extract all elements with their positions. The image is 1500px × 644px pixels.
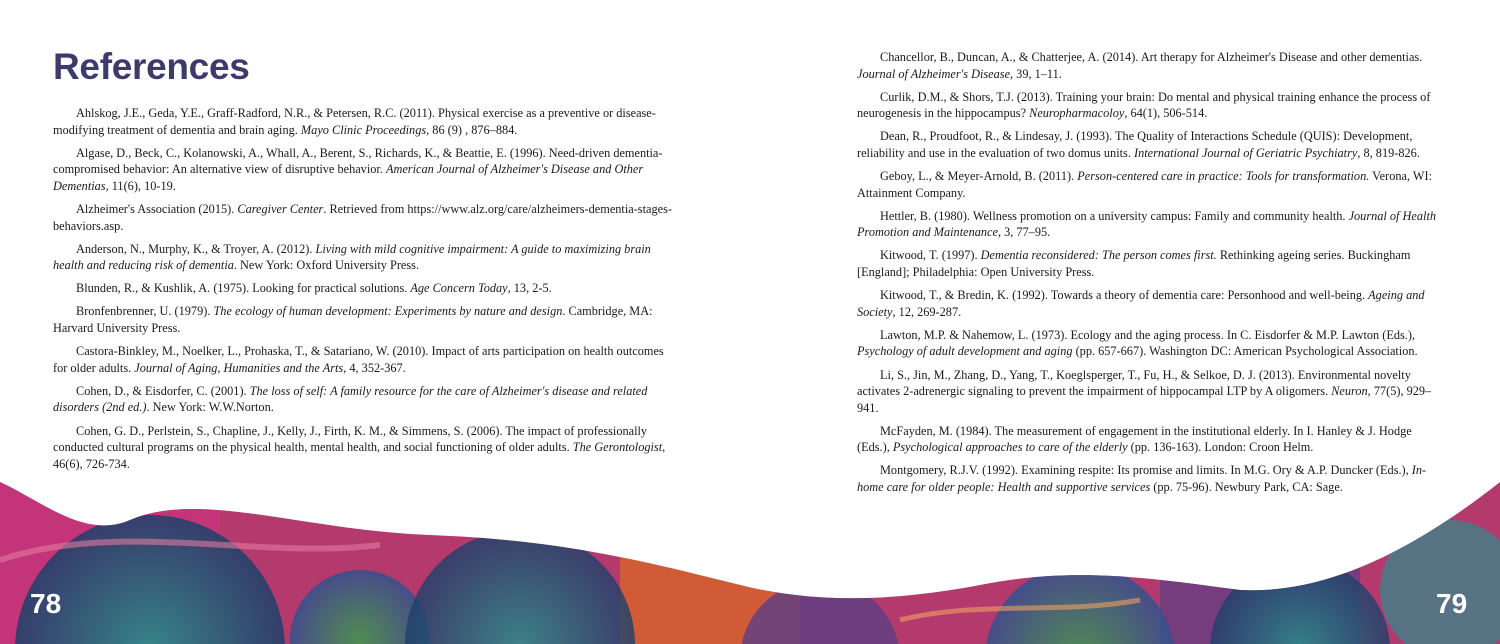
reference-italic-segment: Mayo Clinic Proceedings (300, 122, 427, 137)
reference-text-segment: Kitwood, T., & Bredin, K. (1992). Towards a theory of dementia care: Personhood and well-being. (880, 288, 1369, 303)
reference-entry (53, 383, 673, 416)
reference-text-segment: Lawton, M.P. & Nahemow, L. (1973). Ecology and the aging process. In C. Eisdorfer & M.P. Lawton (Eds.), (880, 327, 1416, 342)
reference-italic-segment: Living with mild cognitive impairment: A guide to maximizing brain health and reducing risk of dementia (53, 241, 651, 273)
reference-text-segment: Curlik, D.M., & Shors, T.J. (2013). Training your brain: Do mental and physical training enhance the process of neurogenesis in the hippocampus? (857, 89, 1431, 121)
reference-italic-segment: Neuropharmacoloy (1029, 106, 1125, 121)
reference-italic-segment: Person-centered care in practice: Tools for transformation. (1077, 169, 1370, 184)
reference-entry (53, 201, 673, 234)
reference-entry (53, 145, 673, 195)
reference-text-segment: Cohen, G. D., Perlstein, S., Chapline, J., Kelly, J., Firth, K. M., & Simmens, S. (2006). The impact of professionally conducted cultural programs on the physical health, mental health, and social functioning of older adults. (53, 423, 648, 455)
reference-italic-segment: American Journal of Alzheimer's Disease and Other Dementias (53, 162, 644, 193)
reference-text-segment: Dean, R., Proudfoot, R., & Lindesay, J. (1993). The Quality of Interactions Schedule (QUIS): Development, reliability and use in the evaluation of two domus units. (857, 129, 1413, 160)
reference-text-segment: Montgomery, R.J.V. (1992). Examining respite: Its promise and limits. In M.G. Ory & A.P. Duncker (Eds.), (880, 463, 1412, 478)
reference-text-segment: , 8, 819-826. (1357, 145, 1420, 160)
reference-text-segment: , 39, 1–11. (1010, 66, 1062, 81)
reference-entry (857, 462, 1447, 495)
reference-text-segment: , 64(1), 506-514. (1124, 106, 1208, 121)
reference-entry (53, 105, 673, 138)
reference-entry (857, 327, 1447, 360)
reference-text-segment: McFayden, M. (1984). The measurement of engagement in the institutional elderly. In I. Hanley & J. Hodge (Eds.), (857, 423, 1412, 455)
reference-entry (53, 241, 673, 274)
reference-text-segment: (pp. 75-96). Newbury Park, CA: Sage. (1150, 480, 1343, 495)
reference-text-segment: Ahlskog, J.E., Geda, Y.E., Graff-Radford, N.R., & Petersen, R.C. (2011). Physical exercise as a preventive or disease-modifying treatment of dementia and brain aging. (53, 106, 656, 137)
reference-italic-segment: The Gerontologist (572, 440, 663, 455)
reference-italic-segment: Psychology of adult development and aging (857, 344, 1073, 359)
reference-text-segment: Li, S., Jin, M., Zhang, D., Yang, T., Koeglsperger, T., Fu, H., & Selkoe, D. J. (2013). Environmental novelty activates 2-adrenergic signaling to prevent the impairment of hippocampal LTP by A oligomers. (857, 367, 1411, 399)
reference-entry (53, 303, 673, 336)
reference-entry (53, 423, 673, 473)
reference-list-right (857, 49, 1447, 502)
reference-entry (857, 89, 1447, 122)
reference-italic-segment: The ecology of human development: Experiments by nature and design (213, 304, 563, 319)
reference-italic-segment: Journal of Alzheimer's Disease (857, 66, 1011, 81)
reference-text-segment: Verona, WI: Attainment Company. (857, 169, 1433, 200)
reference-entry (857, 49, 1447, 82)
reference-text-segment: . New York: W.W.Norton. (146, 400, 274, 415)
reference-italic-segment: Journal of Health Promotion and Maintenance (857, 208, 1437, 240)
reference-italic-segment: Dementia reconsidered: The person comes first. (980, 248, 1217, 263)
reference-italic-segment: In-home care for older people: Health and supportive services (857, 463, 1427, 495)
reference-text-segment: Castora-Binkley, M., Noelker, L., Prohaska, T., & Satariano, W. (2010). Impact of arts participation on health outcomes for older adults. (53, 344, 664, 375)
reference-text-segment: 4, 352-367. (346, 360, 406, 375)
reference-entry (857, 423, 1447, 456)
reference-text-segment: Bronfenbrenner, U. (1979). (76, 304, 214, 319)
reference-text-segment: Hettler, B. (1980). Wellness promotion on a university campus: Family and community health. (880, 208, 1349, 223)
reference-entry (857, 247, 1447, 280)
reference-entry (53, 343, 673, 376)
reference-text-segment: , 13, 2-5. (507, 281, 552, 296)
reference-entry (857, 128, 1447, 161)
reference-entry (857, 208, 1447, 241)
reference-italic-segment: International Journal of Geriatric Psychiatry (1133, 145, 1358, 160)
page-number-right: 79 (1436, 588, 1468, 619)
reference-italic-segment: Psychological approaches to care of the elderly (892, 440, 1128, 455)
reference-text-segment: (pp. 657-667). Washington DC: American Psychological Association. (1072, 344, 1418, 359)
reference-text-segment: . New York: Oxford University Press. (233, 258, 420, 273)
reference-text-segment: Geboy, L., & Meyer-Arnold, B. (2011). (880, 169, 1078, 184)
reference-text-segment: , 12, 269-287. (892, 304, 962, 319)
reference-italic-segment: Caregiver Center (237, 201, 324, 216)
reference-text-segment: . Cambridge, MA: Harvard University Press. (53, 304, 653, 336)
reference-italic-segment: Journal of Aging, Humanities and the Arts, (134, 360, 347, 375)
reference-text-segment: Blunden, R., & Kushlik, A. (1975). Looking for practical solutions. (76, 281, 411, 296)
reference-text-segment: . Retrieved from https://www.alz.org/care/alzheimers-dementia-stages-behaviors.asp. (53, 201, 672, 233)
reference-text-segment: (pp. 136-163). London: Croon Helm. (1127, 440, 1314, 455)
reference-text-segment: , 11(6), 10-19. (105, 178, 176, 193)
reference-text-segment: Algase, D., Beck, C., Kolanowski, A., Whall, A., Berent, S., Richards, K., & Beattie, E. (1996). Need-driven dementia-compromised behavior: An alternative view of disruptive behavior. (53, 145, 663, 177)
reference-text-segment: Chancellor, B., Duncan, A., & Chatterjee, A. (2014). Art therapy for Alzheimer's Disease and other dementias. (880, 50, 1423, 64)
reference-text-segment: Rethinking ageing series. Buckingham [England]; Philadelphia: Open University Press. (857, 248, 1411, 280)
reference-italic-segment: Ageing and Society (857, 288, 1425, 319)
reference-text-segment: , 3, 77–95. (997, 225, 1051, 240)
page-title: References (53, 46, 250, 87)
reference-text-segment: Cohen, D., & Eisdorfer, C. (2001). (76, 383, 250, 398)
reference-text-segment: Anderson, N., Murphy, K., & Troyer, A. (2012). (76, 241, 316, 256)
reference-italic-segment: Age Concern Today (410, 281, 508, 296)
reference-list-left (53, 105, 673, 479)
reference-text-segment: Alzheimer's Association (2015). (76, 201, 238, 216)
reference-text-segment: , 46(6), 726-734. (53, 440, 666, 471)
reference-italic-segment: The loss of self: A family resource for the care of Alzheimer's disease and related disorders (2nd ed.) (53, 383, 648, 415)
reference-text-segment: , 86 (9) , 876–884. (426, 122, 518, 137)
reference-entry (857, 168, 1447, 201)
reference-text-segment: Kitwood, T. (1997). (880, 248, 981, 263)
reference-entry (857, 367, 1447, 417)
reference-italic-segment: Neuron (1331, 384, 1368, 399)
reference-entry (53, 280, 673, 297)
reference-text-segment: , 77(5), 929–941. (857, 384, 1432, 415)
page-number-left: 78 (30, 588, 62, 619)
reference-entry (857, 287, 1447, 320)
